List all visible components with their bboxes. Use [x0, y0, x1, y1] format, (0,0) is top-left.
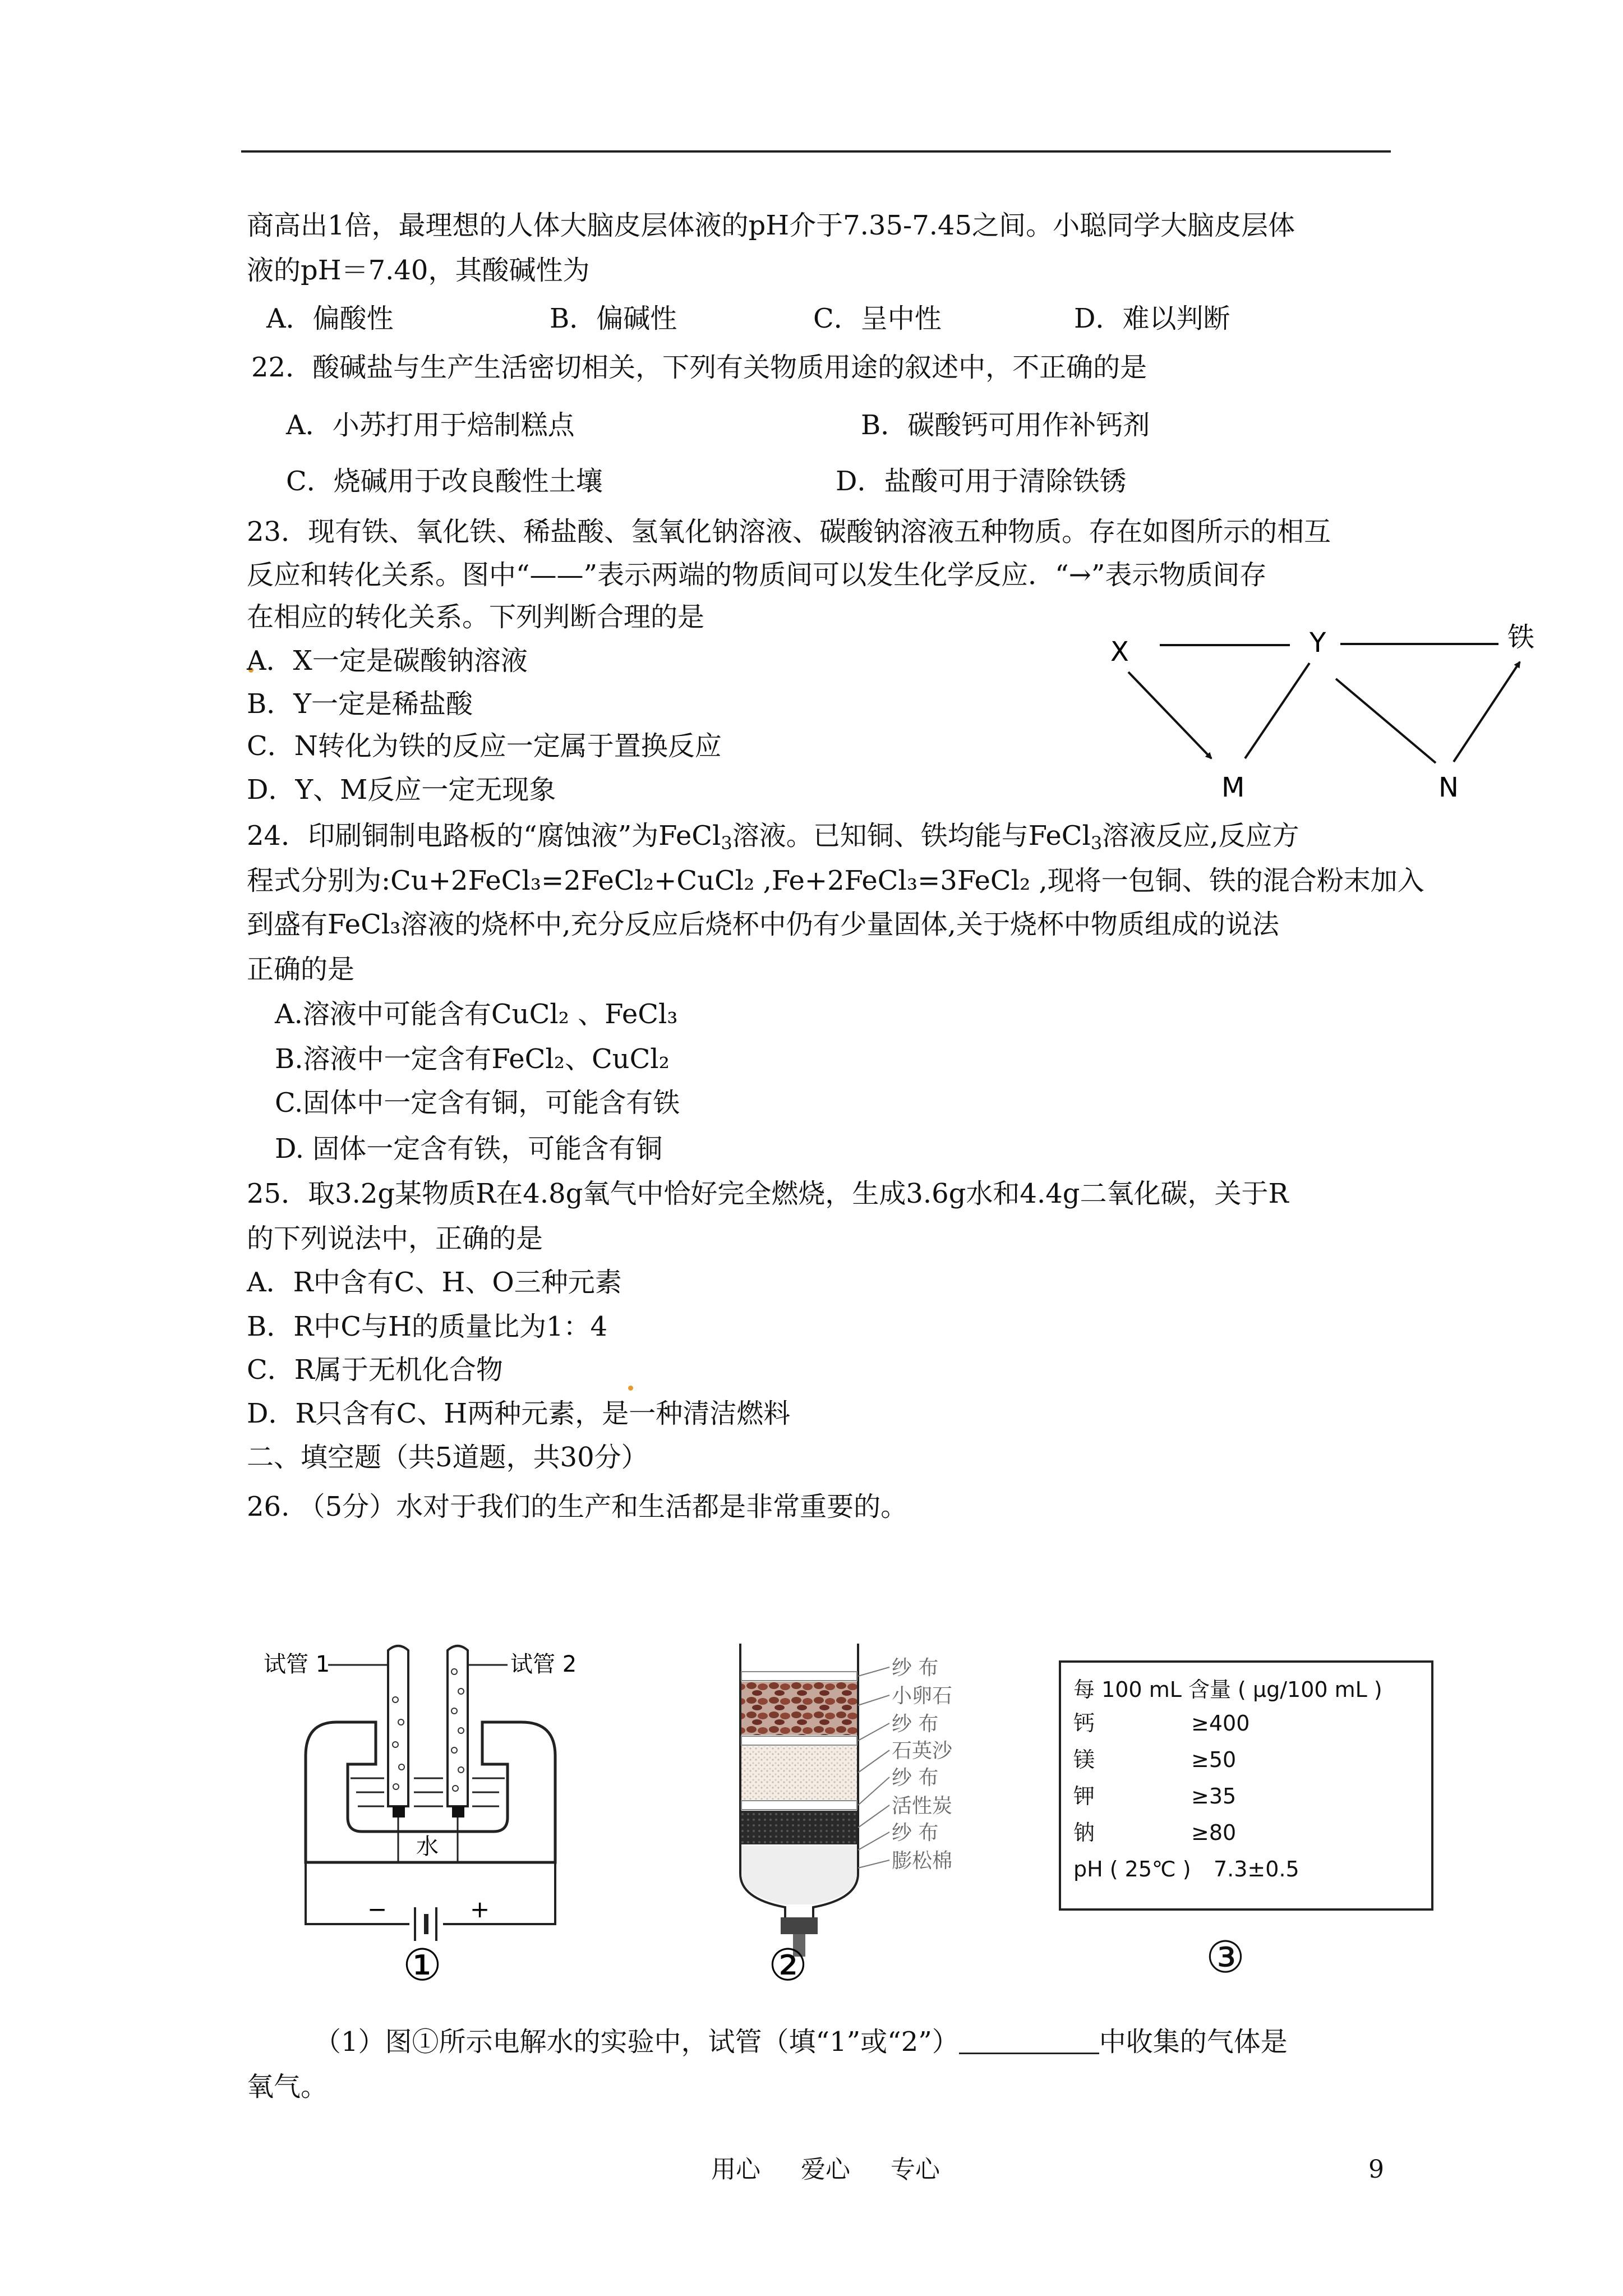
gauze-2 — [741, 1736, 857, 1745]
arrow-x-to-m — [1128, 672, 1211, 758]
node-iron: 铁 — [1507, 622, 1535, 653]
q23-option-a: A．X一定是碳酸钠溶液 — [247, 645, 528, 677]
tube1-label: 试管 1 — [264, 1651, 330, 1677]
footer-motto-3: 专心 — [891, 2155, 940, 2184]
node-n: N — [1438, 772, 1459, 803]
q21-line1: 商高出1倍，最理想的人体大脑皮层体液的pH介于7.35-7.45之间。小聪同学大脑皮层体 — [247, 210, 1295, 241]
q22-option-b: B．碳酸钙可用作补钙剂 — [861, 409, 1150, 441]
tube-2 — [448, 1646, 468, 1818]
layer-label-6: 活性炭 — [892, 1795, 953, 1818]
q21-option-d: D．难以判断 — [1074, 303, 1230, 334]
mineral-content-label — [1059, 1660, 1433, 1911]
node-x: X — [1110, 636, 1129, 668]
q21-option-a: A．偏酸性 — [266, 303, 394, 334]
q24-line1: 24．印刷铜制电路板的“腐蚀液”为FeCl$_3$溶液。已知铜、铁均能与FeCl$_3$溶液反应,反应方 — [247, 820, 1299, 854]
q24-option-c: C.固体中一定含有铜，可能含有铁 — [275, 1087, 680, 1119]
q22-stem: 22．酸碱盐与生产生活密切相关，下列有关物质用途的叙述中，不正确的是 — [251, 352, 1147, 383]
cotton-layer — [741, 1846, 857, 1904]
node-y: Y — [1310, 627, 1326, 659]
q22-option-a: A．小苏打用于焙制糕点 — [286, 409, 575, 441]
pebbles-layer — [741, 1682, 857, 1735]
figure-1-number: ① — [403, 1940, 442, 1986]
q23-line3: 在相应的转化关系。下列判断合理的是 — [247, 601, 705, 633]
arrow-n-to-iron — [1454, 662, 1520, 762]
q26-stem: 26. （5分）水对于我们的生产和生活都是非常重要的。 — [247, 1491, 908, 1522]
layer-label-3: 纱 布 — [892, 1713, 939, 1736]
q25-line2: 的下列说法中，正确的是 — [247, 1223, 543, 1254]
minus-sign: − — [367, 1895, 388, 1923]
gauze-3 — [741, 1801, 857, 1810]
q25-option-c: C．R属于无机化合物 — [247, 1354, 503, 1386]
q23-option-c: C．N转化为铁的反应一定属于置换反应 — [247, 730, 722, 762]
q25-option-d: D．R只含有C、H两种元素，是一种清洁燃料 — [247, 1398, 791, 1429]
label-header: 每 100 mL 含量 ( μg/100 mL ) — [1073, 1677, 1382, 1702]
water-label: 水 — [416, 1834, 439, 1860]
tube2-label: 试管 2 — [510, 1651, 577, 1677]
label-row: 镁 ≥50 — [1073, 1747, 1237, 1772]
tube-1 — [388, 1646, 408, 1818]
layer-label-2: 小卵石 — [892, 1685, 953, 1708]
q24-option-b: B.溶液中一定含有FeCl₂、CuCl₂ — [275, 1043, 670, 1075]
q22-option-c: C．烧碱用于改良酸性土壤 — [286, 466, 603, 497]
label-row: 钾 ≥35 — [1073, 1784, 1237, 1809]
figure-3-number: ③ — [1206, 1932, 1245, 1983]
q23-option-b: B．Y一定是稀盐酸 — [247, 688, 473, 720]
figure-2-number: ② — [768, 1940, 808, 1986]
layer-label-8: 膨松棉 — [892, 1849, 953, 1872]
q22-option-d: D．盐酸可用于清除铁锈 — [836, 466, 1127, 497]
page-number: 9 — [1368, 2155, 1384, 2184]
q21-line2: 液的pH＝7.40，其酸碱性为 — [247, 255, 590, 286]
q24-line3: 到盛有FeCl₃溶液的烧杯中,充分反应后烧杯中仍有少量固体,关于烧杯中物质组成的说法 — [247, 909, 1279, 940]
q25-option-a: A．R中含有C、H、O三种元素 — [247, 1267, 622, 1298]
carbon-layer — [741, 1811, 857, 1844]
q21-option-c: C．呈中性 — [813, 303, 942, 334]
layer-label-7: 纱 布 — [892, 1821, 939, 1844]
valve — [781, 1917, 818, 1934]
q24-option-a: A.溶液中可能含有CuCl₂ 、FeCl₃ — [275, 999, 678, 1030]
section-heading: 二、填空题（共5道题，共30分） — [247, 1442, 648, 1473]
q23-option-d: D．Y、M反应一定无现象 — [247, 774, 556, 806]
sand-layer — [741, 1746, 857, 1800]
figure-electrolysis — [258, 1638, 594, 1986]
footer-motto-2: 爱心 — [801, 2155, 850, 2184]
q25-option-b: B．R中C与H的质量比为1：4 — [247, 1311, 608, 1342]
label-row: 钠 ≥80 — [1073, 1820, 1237, 1845]
gauze-1 — [741, 1672, 857, 1681]
q24-line4: 正确的是 — [247, 954, 355, 985]
q25-line1: 25．取3.2g某物质R在4.8g氧气中恰好完全燃烧，生成3.6g水和4.4g二氧化碳，关于R — [247, 1178, 1289, 1209]
q24-line2: 程式分别为:Cu+2FeCl₃=2FeCl₂+CuCl₂ ,Fe+2FeCl₃=3FeCl₂ ,现将一包铜、铁的混合粉末加入 — [247, 865, 1424, 896]
footer-motto-1: 用心 — [711, 2155, 760, 2184]
answer-blank[interactable] — [959, 2026, 1099, 2054]
q24-option-d: D. 固体一定含有铁，可能含有铜 — [275, 1133, 663, 1165]
layer-label-1: 纱 布 — [892, 1657, 939, 1680]
layer-label-4: 石英沙 — [892, 1740, 953, 1763]
q21-option-b: B．偏碱性 — [550, 303, 677, 334]
q26-sub1-line2: 氧气。 — [247, 2071, 328, 2102]
plus-sign: + — [470, 1895, 490, 1923]
label-row: pH ( 25℃ ) 7.3±0.5 — [1073, 1857, 1299, 1881]
q23-reaction-diagram — [1077, 611, 1559, 813]
q26-sub1-line1: （1）图①所示电解水的实验中，试管（填“1”或“2”） 中收集的气体是 — [314, 2026, 1288, 2058]
figure-water-filter — [723, 1638, 1038, 1986]
line-y-n — [1336, 679, 1436, 763]
label-row: 钙 ≥400 — [1073, 1711, 1250, 1736]
node-m: M — [1221, 772, 1245, 803]
q23-line2: 反应和转化关系。图中“——”表示两端的物质间可以发生化学反应．“→”表示物质间存 — [247, 559, 1267, 591]
stray-dot — [628, 1386, 633, 1391]
q23-line1: 23．现有铁、氧化铁、稀盐酸、氢氧化钠溶液、碳酸钠溶液五种物质。存在如图所示的相互 — [247, 516, 1331, 547]
line-y-m — [1245, 663, 1310, 758]
header-rule — [241, 150, 1391, 153]
layer-label-5: 纱 布 — [892, 1766, 939, 1789]
